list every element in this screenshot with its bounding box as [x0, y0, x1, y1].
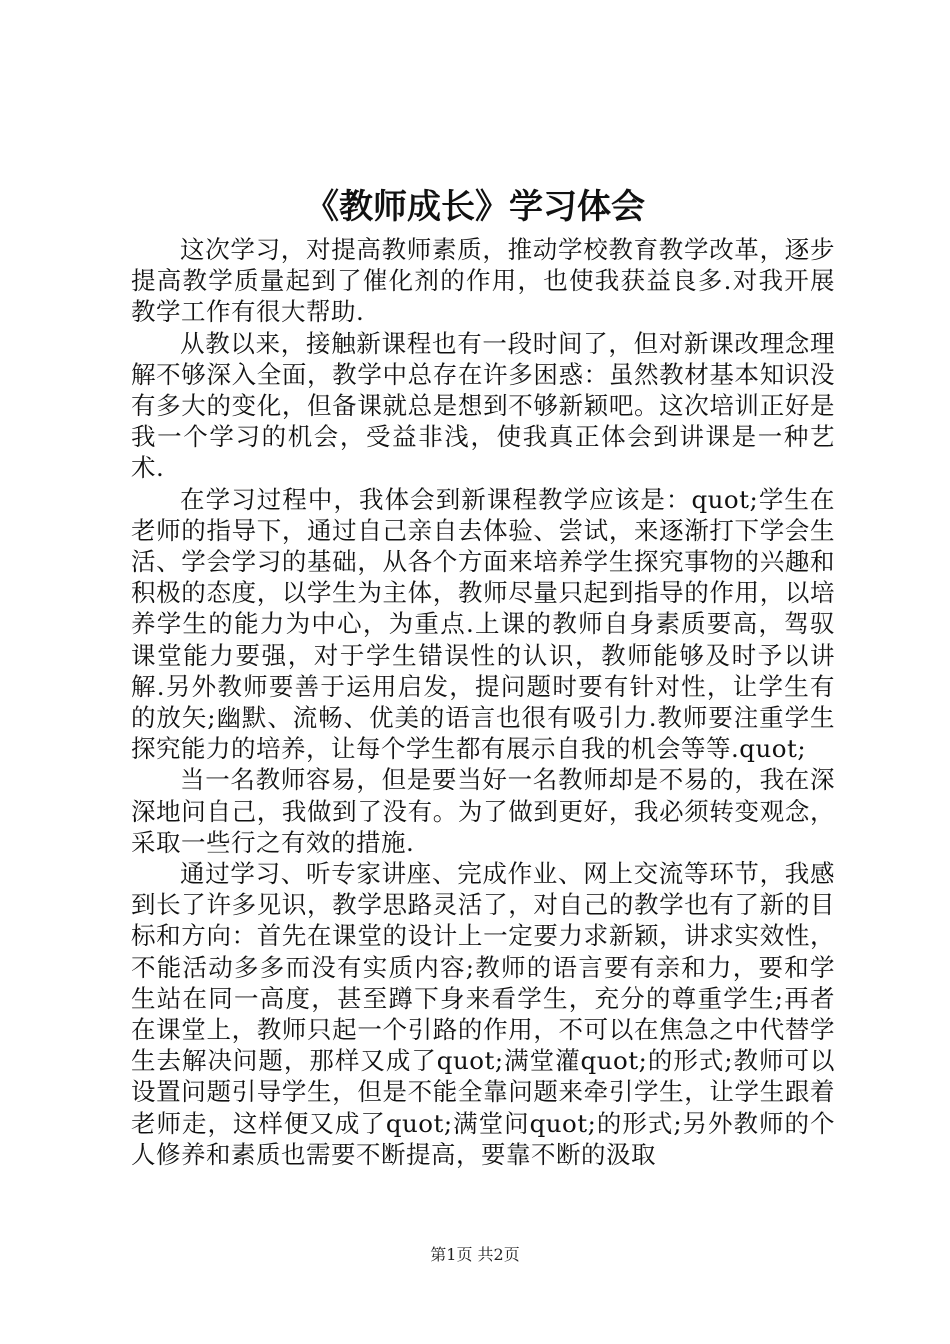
paragraph: 这次学习，对提高教师素质，推动学校教育教学改革，逐步提高教学质量起到了催化剂的作用，也使我获益良多.对我开展教学工作有很大帮助. [131, 235, 835, 327]
page-number-footer: 第1页 共2页 [430, 1245, 520, 1264]
document-body [131, 234, 835, 1170]
paragraph: 通过学习、听专家讲座、完成作业、网上交流等环节，我感到长了许多见识，教学思路灵活了，对自己的教学也有了新的目标和方向：首先在课堂的设计上一定要力求新颖，讲求实效性，不能活动多多而没有实质内容;教师的语言要有亲和力，要和学生站在同一高度，甚至蹲下身来看学生，充分的尊重学生;再者在课堂上，教师只起一个引路的作用，不可以在焦急之中代替学生去解决问题，那样又成了quot;满堂灌quot;的形式;教师可以设置问题引导学生，但是不能全靠问题来牵引学生，让学生跟着老师走，这样便又成了quot;满堂问quot;的形式;另外教师的个人修养和素质也需要不断提高，要靠不断的汲取 [131, 859, 835, 1169]
document-title: 《教师成长》学习体会 [305, 187, 645, 227]
paragraph: 从教以来，接触新课程也有一段时间了，但对新课改理念理解不够深入全面，教学中总存在许多困惑：虽然教材基本知识没有多大的变化，但备课就总是想到不够新颖吧。这次培训正好是我一个学习的机会，受益非浅，使我真正体会到讲课是一种艺术. [131, 328, 835, 483]
paragraph: 当一名教师容易，但是要当好一名教师却是不易的，我在深深地问自己，我做到了没有。为了做到更好，我必须转变观念，采取一些行之有效的措施. [131, 765, 835, 857]
paragraph: 在学习过程中，我体会到新课程教学应该是：quot;学生在老师的指导下，通过自己亲自去体验、尝试，来逐渐打下学会生活、学会学习的基础，从各个方面来培养学生探究事物的兴趣和积极的态度，以学生为主体，教师尽量只起到指导的作用，以培养学生的能力为中心，为重点.上课的教师自身素质要高，驾驭课堂能力要强，对于学生错误性的认识，教师能够及时予以讲解.另外教师要善于运用启发，提问题时要有针对性，让学生有的放矢;幽默、流畅、优美的语言也很有吸引力.教师要注重学生探究能力的培养，让每个学生都有展示自我的机会等等.quot; [131, 484, 835, 764]
